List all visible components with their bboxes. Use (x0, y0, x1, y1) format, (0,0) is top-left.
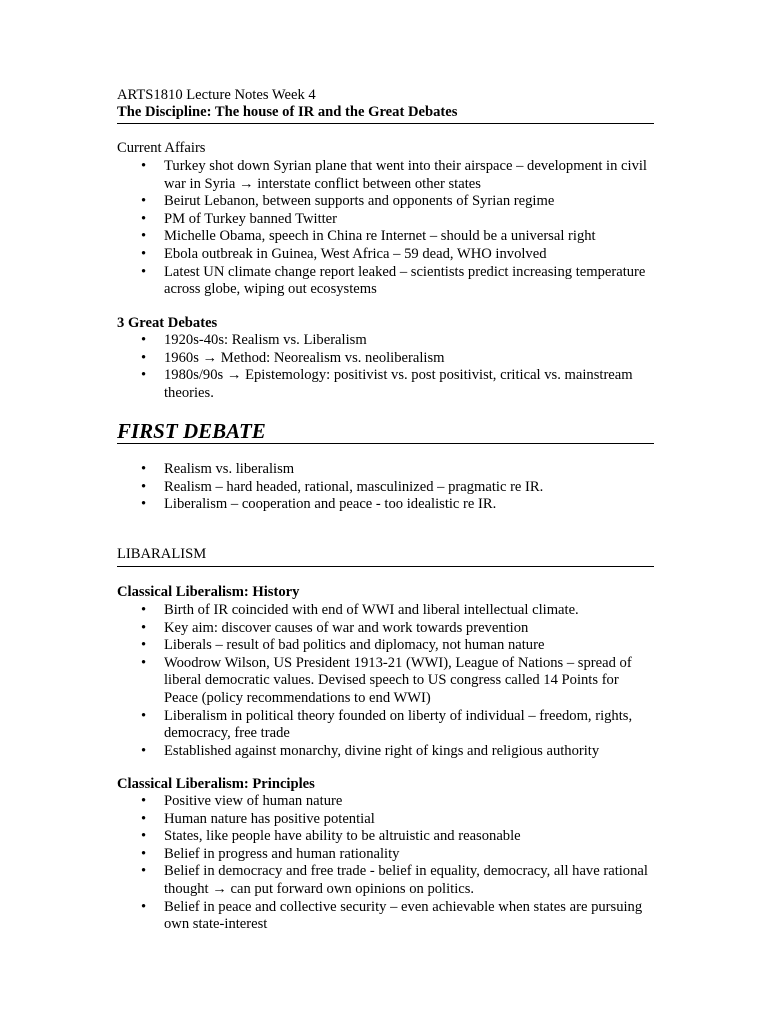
list-item: • Liberalism – cooperation and peace - too idealistic re IR. (117, 496, 654, 514)
principles-list (117, 793, 654, 934)
first-debate-rule (117, 443, 654, 444)
list-item: • States, like people have ability to be altruistic and reasonable (117, 828, 654, 846)
first-debate-list (117, 461, 654, 514)
list-item: • Positive view of human nature (117, 793, 654, 811)
current-affairs-list (117, 158, 654, 299)
list-item: • 1980s/90s → Epistemology: positivist vs. post positivist, critical vs. mainstream theories. (117, 367, 654, 402)
course-line: ARTS1810 Lecture Notes Week 4 (117, 87, 316, 103)
list-item: • Beirut Lebanon, between supports and opponents of Syrian regime (117, 193, 654, 211)
history-heading: Classical Liberalism: History (117, 584, 300, 600)
first-debate-heading: FIRST DEBATE (117, 419, 266, 443)
list-item: • 1920s-40s: Realism vs. Liberalism (117, 332, 654, 350)
document-title: The Discipline: The house of IR and the Great Debates (117, 104, 458, 120)
list-item: • Belief in peace and collective security – even achievable when states are pursuing own state-interest (117, 899, 654, 934)
current-affairs-heading: Current Affairs (117, 140, 206, 156)
list-item: • Michelle Obama, speech in China re Internet – should be a universal right (117, 228, 654, 246)
history-list (117, 602, 654, 760)
liberalism-rule (117, 566, 654, 567)
list-item: • Realism – hard headed, rational, masculinized – pragmatic re IR. (117, 479, 654, 497)
list-item: • Liberalism in political theory founded on liberty of individual – freedom, rights, democracy, free trade (117, 708, 654, 743)
list-item: • Belief in progress and human rationality (117, 846, 654, 864)
great-debates-heading: 3 Great Debates (117, 315, 218, 331)
list-item: • Ebola outbreak in Guinea, West Africa – 59 dead, WHO involved (117, 246, 654, 264)
title-rule (117, 123, 654, 124)
list-item: • Woodrow Wilson, US President 1913-21 (WWI), League of Nations – spread of liberal democratic values. Devised speech to US congress called 14 Points for Peace (policy recommendations to end WWI) (117, 655, 654, 708)
great-debates-list (117, 332, 654, 402)
list-item: • Latest UN climate change report leaked – scientists predict increasing temperature across globe, wiping out ecosystems (117, 264, 654, 299)
list-item: • PM of Turkey banned Twitter (117, 211, 654, 229)
list-item: • Established against monarchy, divine right of kings and religious authority (117, 743, 654, 761)
list-item: • 1960s → Method: Neorealism vs. neoliberalism (117, 350, 654, 368)
liberalism-heading: LIBARALISM (117, 546, 207, 562)
list-item: • Realism vs. liberalism (117, 461, 654, 479)
list-item: • Human nature has positive potential (117, 811, 654, 829)
list-item: • Belief in democracy and free trade - belief in equality, democracy, all have rational thought → can put forward own opinions on politics. (117, 863, 654, 898)
list-item: • Birth of IR coincided with end of WWI and liberal intellectual climate. (117, 602, 654, 620)
list-item: • Turkey shot down Syrian plane that went into their airspace – development in civil war in Syria → interstate conflict between other states (117, 158, 654, 193)
list-item: • Key aim: discover causes of war and work towards prevention (117, 620, 654, 638)
list-item: • Liberals – result of bad politics and diplomacy, not human nature (117, 637, 654, 655)
principles-heading: Classical Liberalism: Principles (117, 776, 315, 792)
